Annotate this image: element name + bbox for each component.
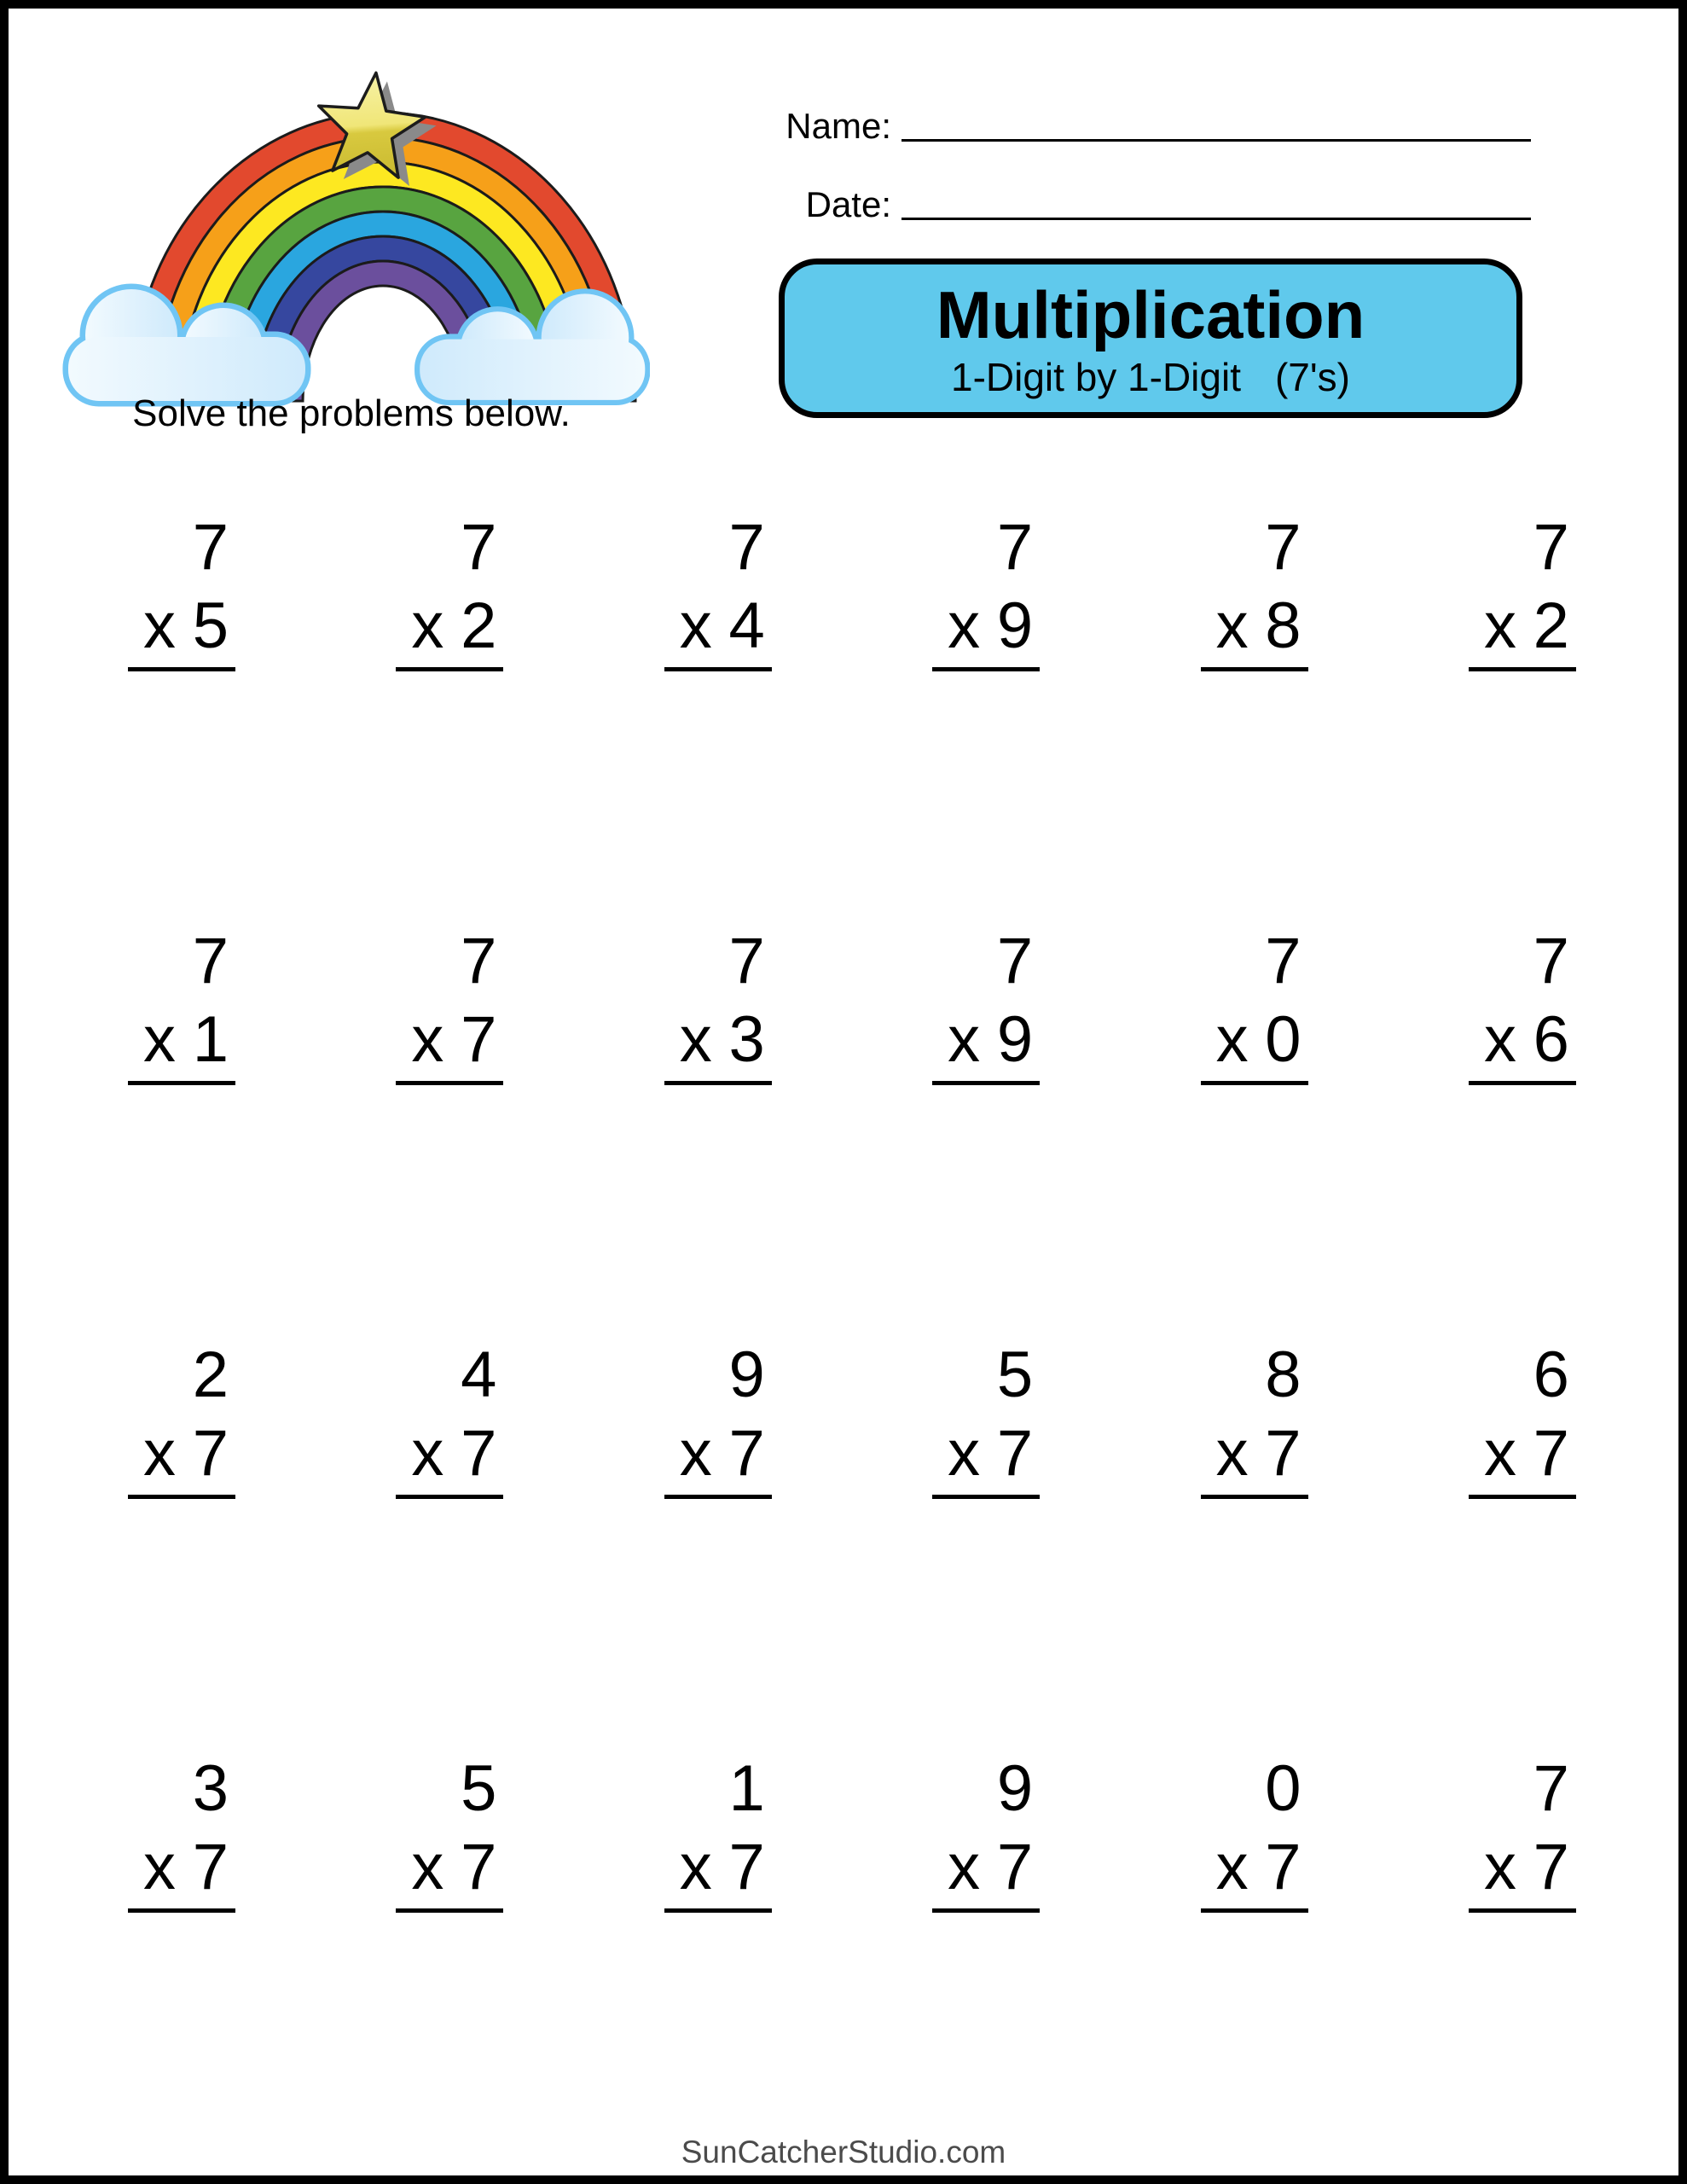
multiply-operator: x	[1215, 1417, 1249, 1490]
multiplication-problem	[1469, 1336, 1576, 1499]
multiplier-row	[664, 1001, 772, 1079]
multiplier: 7	[1265, 1417, 1301, 1490]
multiplication-problem	[664, 1750, 772, 1913]
multiplication-problem	[664, 508, 772, 671]
multiplicand: 2	[192, 1339, 229, 1411]
footer-site-text: SunCatcherStudio.com	[681, 2135, 1006, 2169]
rainbow-illustration	[53, 47, 650, 414]
multiplication-problem	[1201, 508, 1308, 671]
multiplier: 7	[461, 1417, 497, 1490]
instruction-text: Solve the problems below.	[132, 392, 571, 434]
multiplier-row	[1469, 587, 1576, 665]
multiply-operator: x	[1483, 590, 1516, 662]
date-blank-line	[901, 218, 1531, 220]
worksheet-subtitle-text: 1-Digit by 1-Digit	[950, 354, 1241, 399]
date-field-row	[772, 183, 1531, 227]
multiplicand: 7	[192, 511, 229, 584]
multiplier-row	[932, 1414, 1040, 1493]
multiplier-row	[396, 587, 503, 665]
multiplier: 3	[728, 1003, 765, 1076]
multiplier: 9	[996, 1003, 1034, 1076]
multiplication-problem	[932, 508, 1040, 671]
multiply-operator: x	[143, 1417, 176, 1490]
multiply-operator: x	[1215, 1003, 1249, 1076]
multiplicand: 7	[192, 925, 229, 997]
multiply-operator: x	[411, 1003, 444, 1076]
worksheet-title-box	[779, 258, 1522, 418]
multiplier-row	[396, 1828, 503, 1907]
multiplicand: 0	[1265, 1752, 1301, 1825]
multiplication-problem	[932, 1336, 1040, 1499]
multiplier-row	[1201, 587, 1308, 665]
multiplier: 7	[1265, 1831, 1301, 1903]
multiplier: 7	[728, 1831, 765, 1903]
multiplication-problem	[932, 922, 1040, 1085]
multiplier-row	[396, 1001, 503, 1079]
multiplier-row	[128, 1001, 235, 1079]
multiplier-row	[664, 587, 772, 665]
multiplicand: 1	[728, 1752, 765, 1825]
worksheet-subtitle	[951, 354, 1350, 400]
multiplier-row	[128, 587, 235, 665]
multiplication-problem	[1201, 1336, 1308, 1499]
multiplication-problem	[128, 1336, 235, 1499]
multiplier-row	[932, 1828, 1040, 1907]
multiplicand: 7	[996, 925, 1034, 997]
multiplicand: 8	[1265, 1339, 1301, 1411]
multiplication-problem	[664, 1336, 772, 1499]
multiplicand: 7	[461, 511, 497, 584]
multiplier-row	[664, 1828, 772, 1907]
multiplier-row	[1469, 1828, 1576, 1907]
multiplication-problem	[664, 922, 772, 1085]
multiply-operator: x	[948, 1831, 981, 1903]
multiplication-problem	[128, 508, 235, 671]
rainbow-icon	[53, 47, 650, 414]
multiplier: 5	[192, 590, 229, 662]
multiplier: 7	[192, 1417, 229, 1490]
name-label: Name:	[786, 106, 891, 146]
multiplier: 7	[728, 1417, 765, 1490]
multiplier-row	[396, 1414, 503, 1493]
multiplication-problem	[1201, 1750, 1308, 1913]
multiplier-row	[664, 1414, 772, 1493]
multiplier: 7	[1533, 1831, 1569, 1903]
multiplicand: 5	[461, 1752, 497, 1825]
multiply-operator: x	[1483, 1417, 1516, 1490]
problems-row	[128, 1750, 1576, 1913]
multiplier: 7	[1533, 1417, 1569, 1490]
multiply-operator: x	[679, 1417, 712, 1490]
multiplicand: 7	[1533, 925, 1569, 997]
multiplier-row	[932, 587, 1040, 665]
multiplication-problem	[128, 922, 235, 1085]
multiply-operator: x	[948, 1003, 981, 1076]
multiply-operator: x	[143, 1003, 176, 1076]
problems-row	[128, 508, 1576, 671]
multiplier-row	[1201, 1828, 1308, 1907]
name-field-row	[772, 104, 1531, 148]
multiply-operator: x	[1215, 590, 1249, 662]
problems-grid	[128, 508, 1576, 2164]
multiplier: 7	[996, 1831, 1034, 1903]
multiplier-row	[1201, 1001, 1308, 1079]
multiplication-problem	[396, 1750, 503, 1913]
multiplier: 7	[996, 1417, 1034, 1490]
multiplier: 9	[996, 590, 1034, 662]
multiplier: 2	[461, 590, 497, 662]
multiplier: 1	[192, 1003, 229, 1076]
problems-row	[128, 1336, 1576, 1499]
multiplier-row	[1469, 1001, 1576, 1079]
multiply-operator: x	[679, 1003, 712, 1076]
multiplier-row	[1469, 1414, 1576, 1493]
multiply-operator: x	[411, 590, 444, 662]
multiplier: 0	[1265, 1003, 1301, 1076]
multiplicand: 7	[461, 925, 497, 997]
multiplier-row	[932, 1001, 1040, 1079]
multiplier-row	[128, 1828, 235, 1907]
multiply-operator: x	[679, 590, 712, 662]
multiply-operator: x	[143, 590, 176, 662]
multiplication-problem	[1469, 508, 1576, 671]
multiplier-row	[128, 1414, 235, 1493]
multiplication-problem	[932, 1750, 1040, 1913]
multiply-operator: x	[679, 1831, 712, 1903]
multiplication-problem	[396, 922, 503, 1085]
multiplication-problem	[1469, 922, 1576, 1085]
name-blank-line	[901, 139, 1531, 142]
date-label: Date:	[805, 184, 891, 224]
multiply-operator: x	[1483, 1831, 1516, 1903]
worksheet-subtitle-note: (7's)	[1274, 354, 1350, 399]
multiplicand: 7	[1265, 925, 1301, 997]
multiplicand: 7	[1265, 511, 1301, 584]
multiply-operator: x	[948, 590, 981, 662]
multiplier: 7	[192, 1831, 229, 1903]
multiplier: 7	[461, 1831, 497, 1903]
multiplier: 2	[1533, 590, 1569, 662]
multiplier: 7	[461, 1003, 497, 1076]
multiplier: 6	[1533, 1003, 1569, 1076]
multiplication-problem	[1469, 1750, 1576, 1913]
multiplication-problem	[1201, 922, 1308, 1085]
multiplicand: 6	[1533, 1339, 1569, 1411]
worksheet-title: Multiplication	[936, 276, 1365, 352]
multiplicand: 4	[461, 1339, 497, 1411]
multiply-operator: x	[948, 1417, 981, 1490]
problems-row	[128, 922, 1576, 1085]
multiplicand: 7	[728, 511, 765, 584]
multiplicand: 7	[1533, 511, 1569, 584]
multiplier-row	[1201, 1414, 1308, 1493]
multiply-operator: x	[1215, 1831, 1249, 1903]
multiplication-problem	[396, 508, 503, 671]
multiplicand: 7	[996, 511, 1034, 584]
multiply-operator: x	[143, 1831, 176, 1903]
multiplicand: 9	[996, 1752, 1034, 1825]
multiplication-problem	[396, 1336, 503, 1499]
multiply-operator: x	[1483, 1003, 1516, 1076]
multiplication-problem	[128, 1750, 235, 1913]
multiplicand: 5	[996, 1339, 1034, 1411]
multiply-operator: x	[411, 1831, 444, 1903]
multiplier: 4	[728, 590, 765, 662]
multiplicand: 7	[1533, 1752, 1569, 1825]
multiplicand: 3	[192, 1752, 229, 1825]
multiplier: 8	[1265, 590, 1301, 662]
multiply-operator: x	[411, 1417, 444, 1490]
multiplicand: 7	[728, 925, 765, 997]
multiplicand: 9	[728, 1339, 765, 1411]
